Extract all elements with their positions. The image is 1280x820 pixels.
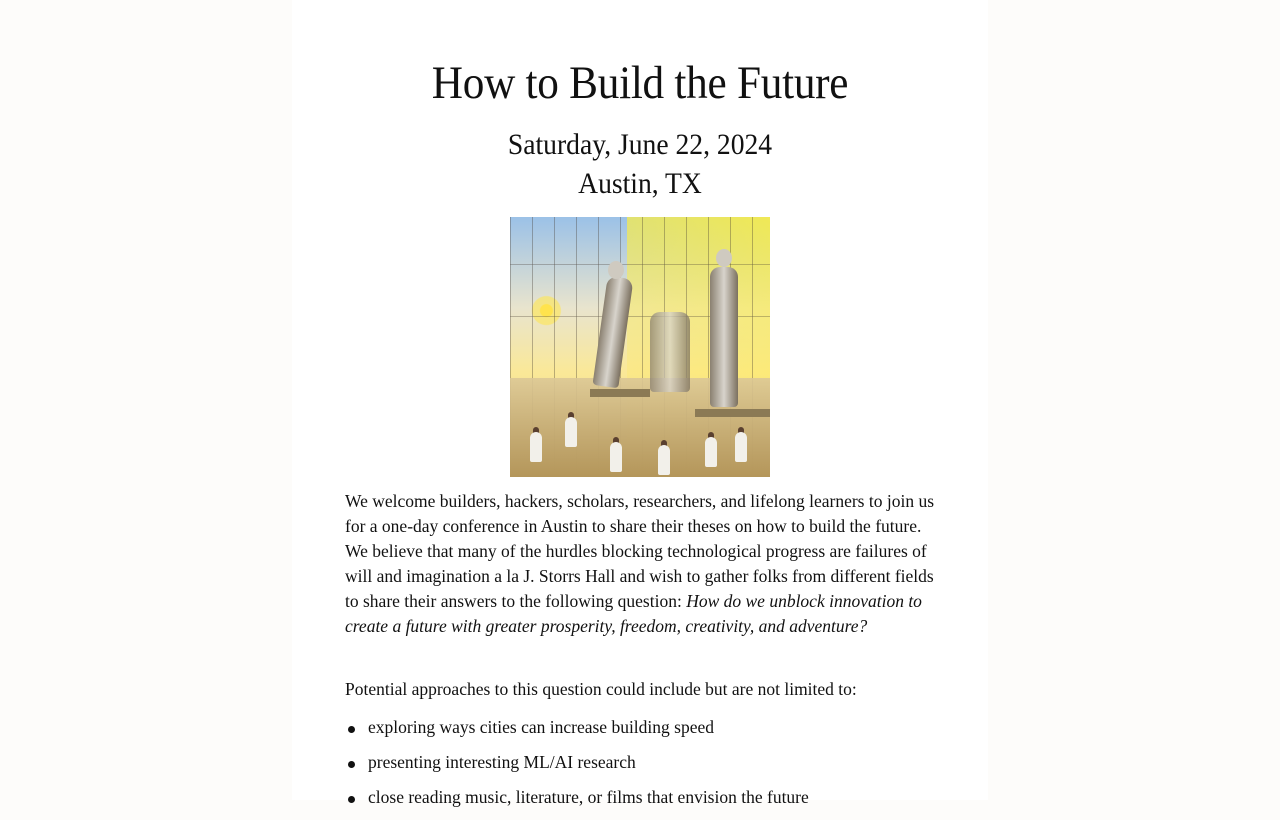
robot-head-icon <box>608 261 624 279</box>
scientist-figure-icon <box>735 432 747 462</box>
list-item-text: presenting interesting ML/AI research <box>368 752 636 772</box>
list-item-text: exploring ways cities can increase building speed <box>368 717 715 737</box>
list-item <box>345 715 935 750</box>
robot-figure-icon <box>710 267 738 407</box>
list-item-text: close reading music, literature, or films that envision the future <box>368 787 809 807</box>
scientist-figure-icon <box>610 442 622 472</box>
robot-figure-icon <box>650 312 690 392</box>
intro-paragraph <box>345 489 935 639</box>
robot-head-icon <box>716 249 732 267</box>
hero-image <box>510 217 770 477</box>
approaches-list <box>345 715 935 820</box>
bullet-icon <box>348 726 355 733</box>
event-location: Austin, TX <box>578 167 702 200</box>
event-date: Saturday, June 22, 2024 <box>507 128 773 161</box>
lab-bench <box>695 409 770 417</box>
list-item <box>345 785 935 820</box>
scientist-figure-icon <box>565 417 577 447</box>
lab-bench <box>590 389 650 397</box>
page-title: How to Build the Future <box>431 57 849 109</box>
scientist-figure-icon <box>530 432 542 462</box>
content-column <box>292 0 988 807</box>
guiding-question: How do we unblock innovation to create a future with greater prosperity, freedom, creativity, and adventure? <box>345 591 922 636</box>
bullet-icon <box>348 761 355 768</box>
scientist-figure-icon <box>658 445 670 475</box>
scientist-figure-icon <box>705 437 717 467</box>
approaches-lead: Potential approaches to this question could include but are not limited to: <box>345 679 857 699</box>
list-item <box>345 750 935 785</box>
intro-text: We welcome builders, hackers, scholars, researchers, and lifelong learners to join us for a one-day conference in Austin to share their theses on how to build the future. We believe that many of the hurdles blocking technological progress are failures of will and imagination a la J. Storrs Hall and wish to gather folks from different fields to share their answers to the following question: <box>345 491 935 611</box>
